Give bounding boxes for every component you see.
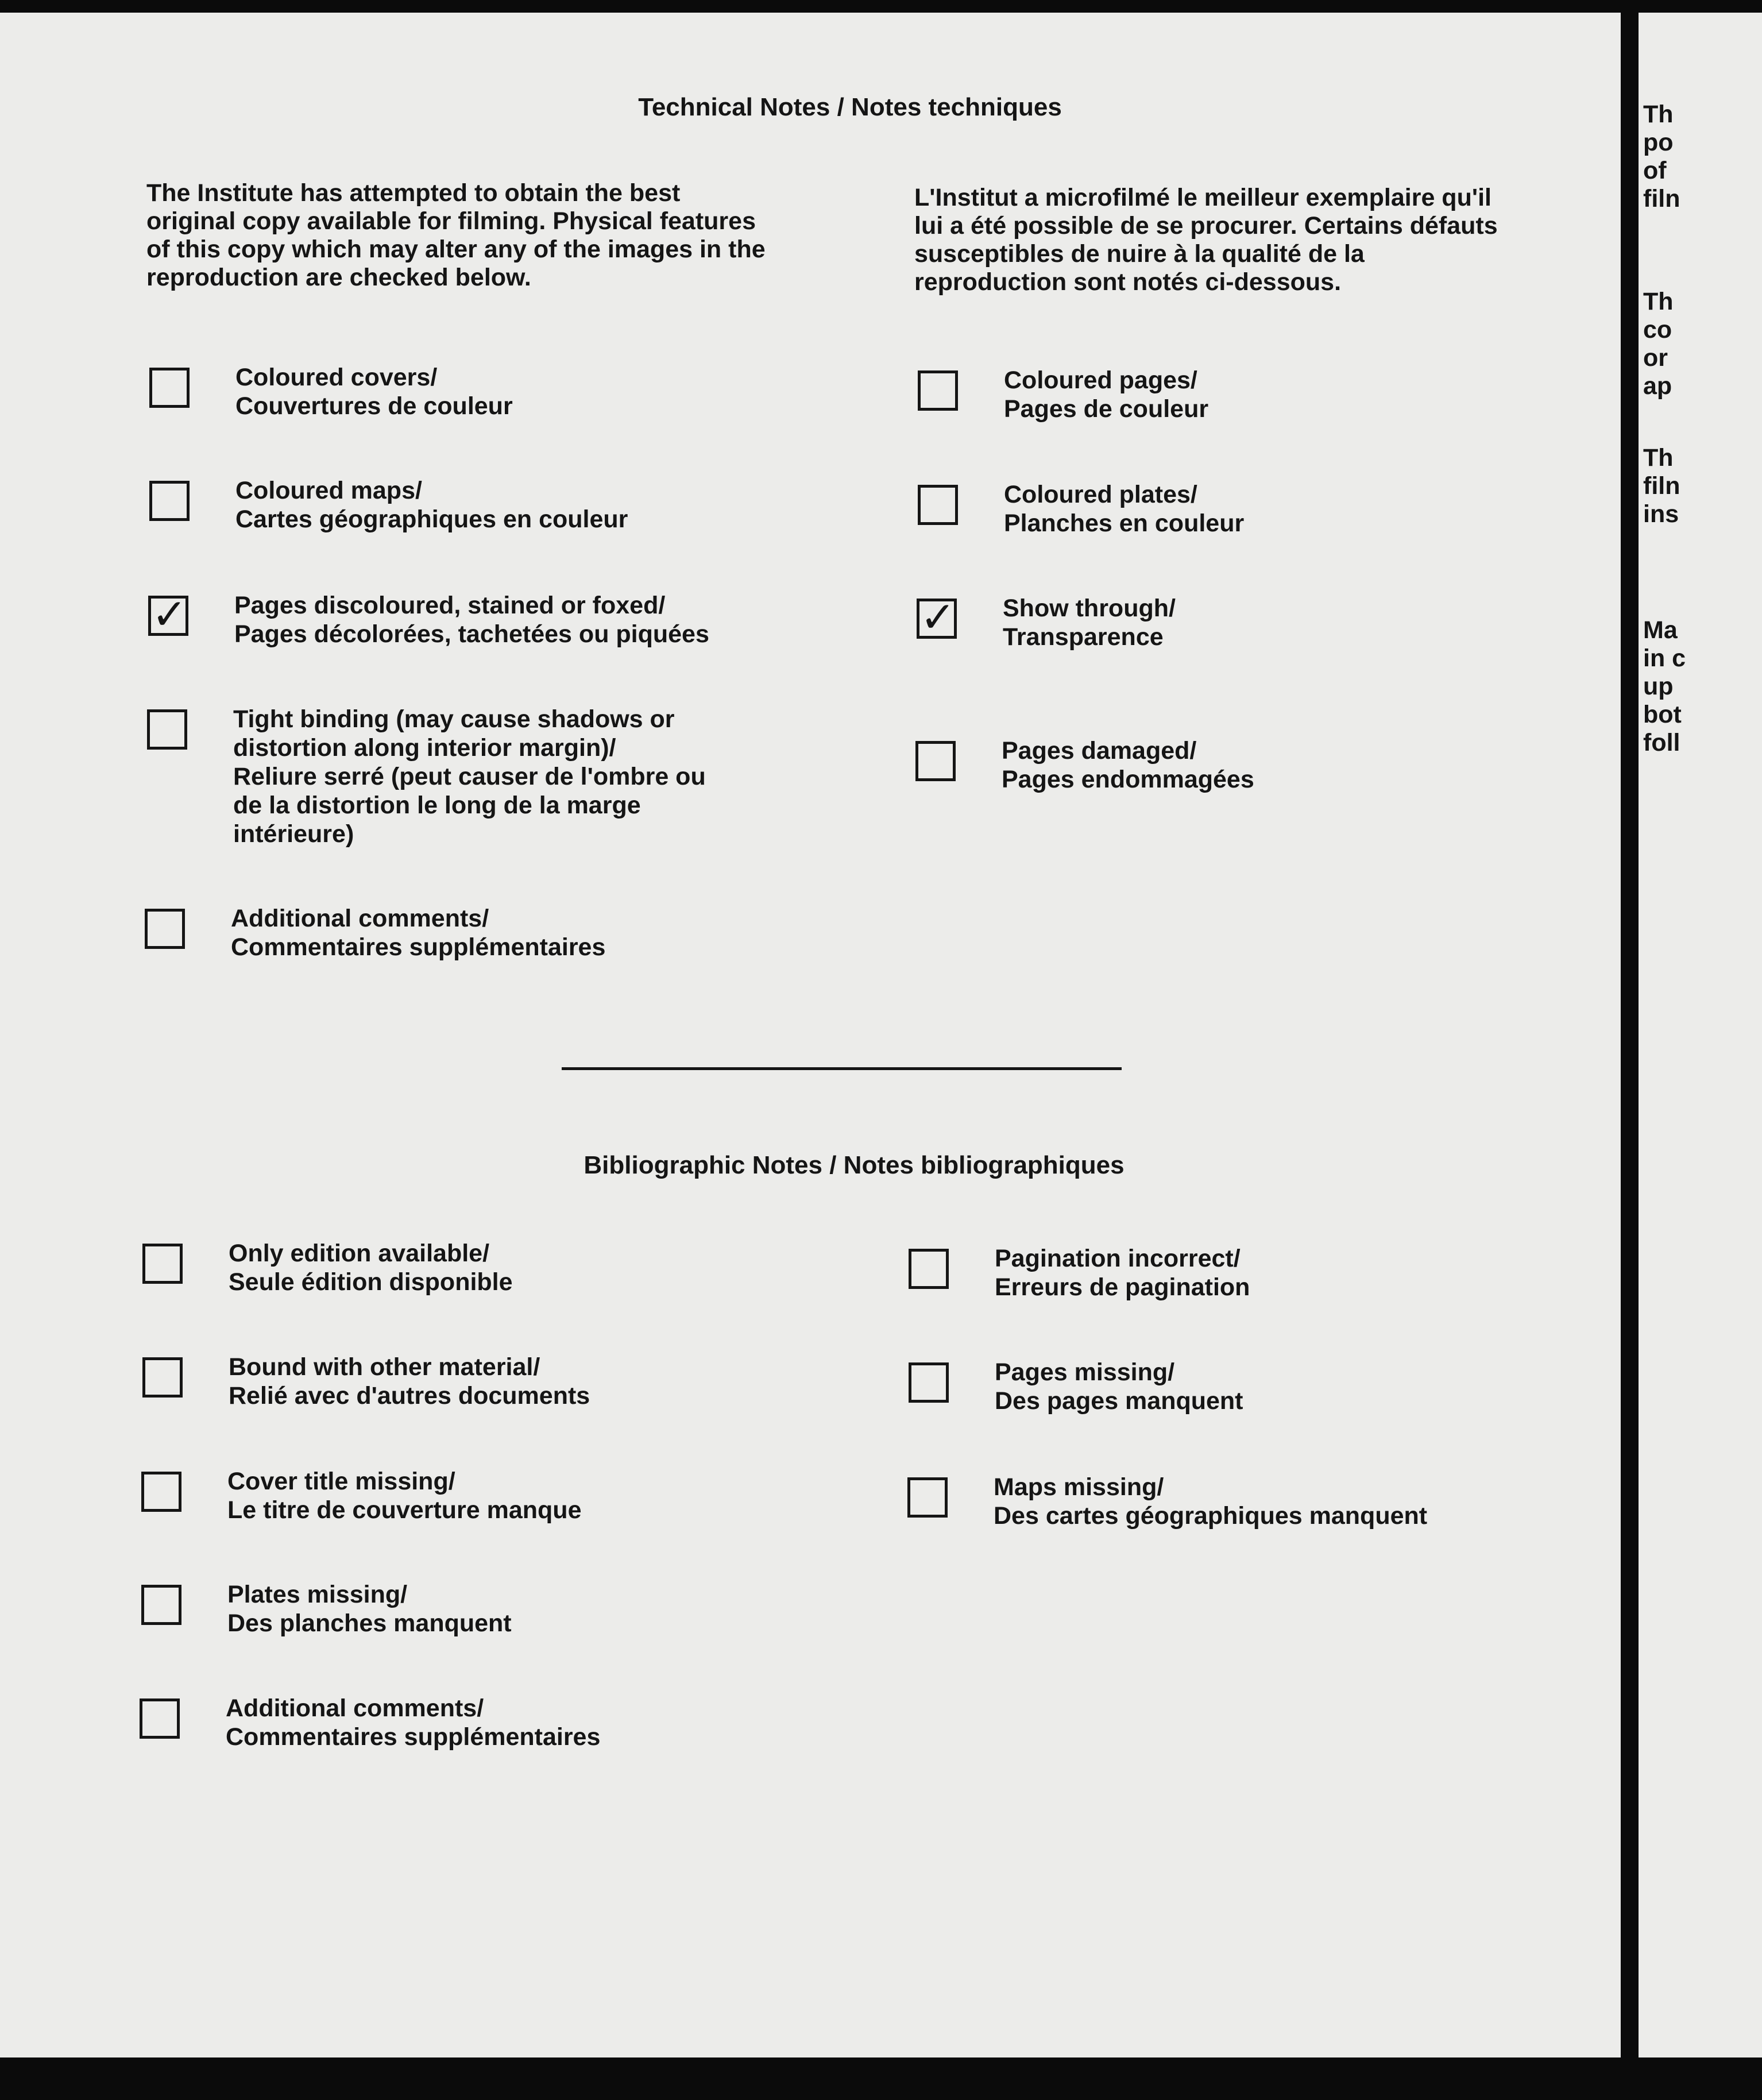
adjacent-text: Th [1643, 288, 1674, 315]
checkbox[interactable] [142, 1244, 183, 1284]
checkbox[interactable] [918, 370, 958, 411]
adjacent-text: filn [1643, 185, 1680, 213]
intro-english: The Institute has attempted to obtain the best original copy available for filming. Physical features of this copy which may alter any of the images in the reproduction are checked below. [146, 179, 766, 291]
adjacent-text: up [1643, 673, 1674, 700]
adjacent-text: ap [1643, 372, 1672, 400]
adjacent-text: ins [1643, 500, 1679, 528]
checkbox[interactable] [142, 1357, 183, 1398]
checkbox[interactable] [149, 368, 190, 408]
checkbox-label: Pages damaged/ Pages endommagées [1002, 737, 1254, 793]
checkbox-label: Only edition available/ Seule édition disponible [229, 1240, 513, 1296]
checkbox-label: Coloured covers/ Couvertures de couleur [235, 364, 513, 420]
section-divider [562, 1067, 1122, 1070]
checkbox-label: Pages missing/ Des pages manquent [995, 1358, 1243, 1415]
checkbox[interactable] [909, 1362, 949, 1403]
checkbox-label: Bound with other material/ Relié avec d'autres documents [229, 1353, 590, 1410]
adjacent-text: in c [1643, 644, 1686, 672]
checkbox[interactable] [915, 741, 956, 781]
adjacent-text: Th [1643, 101, 1674, 128]
checkbox-label: Coloured plates/ Planches en couleur [1004, 481, 1245, 537]
checkbox-label: Additional comments/ Commentaires supplémentaires [231, 905, 606, 961]
adjacent-text: bot [1643, 701, 1682, 728]
adjacent-page-fragment [1639, 13, 1762, 2057]
checkbox-label: Tight binding (may cause shadows or distortion along interior margin)/ Reliure serré (peut causer de l'ombre ou de la distortion le long de la marge intérieure) [233, 705, 706, 848]
checkbox[interactable] [141, 1585, 181, 1625]
checkbox-label: Additional comments/ Commentaires supplémentaires [226, 1694, 601, 1751]
checkbox[interactable] [147, 709, 187, 750]
checkbox[interactable] [149, 481, 190, 521]
checkbox-label: Pages discoloured, stained or foxed/ Pages décolorées, tachetées ou piquées [234, 592, 709, 648]
adjacent-text: of [1643, 157, 1667, 184]
adjacent-text: or [1643, 344, 1668, 372]
checkbox-label: Maps missing/ Des cartes géographiques manquent [994, 1473, 1428, 1530]
check-mark-icon: ✓ [920, 593, 956, 642]
checkbox[interactable] [918, 485, 958, 525]
adjacent-text: filn [1643, 472, 1680, 500]
adjacent-text: po [1643, 129, 1674, 156]
bibliographic-notes-heading: Bibliographic Notes / Notes bibliographiques [584, 1151, 1125, 1179]
check-mark-icon: ✓ [152, 590, 188, 639]
adjacent-text: foll [1643, 729, 1680, 756]
checkbox[interactable] [141, 1472, 181, 1512]
adjacent-text: Th [1643, 444, 1674, 472]
checkbox[interactable] [907, 1477, 948, 1518]
technical-notes-heading: Technical Notes / Notes techniques [638, 93, 1062, 121]
checkbox[interactable] [145, 909, 185, 949]
checkbox-label: Coloured pages/ Pages de couleur [1004, 366, 1209, 423]
page-gutter [1621, 0, 1639, 2100]
checkbox-label: Coloured maps/ Cartes géographiques en couleur [235, 477, 628, 533]
checkbox-label: Show through/ Transparence [1003, 595, 1176, 651]
adjacent-text: co [1643, 316, 1672, 343]
intro-french: L'Institut a microfilmé le meilleur exemplaire qu'il lui a été possible de se procurer. Certains défauts susceptibles de nuire à la qualité de la reproduction sont notés ci-dessous. [914, 184, 1498, 296]
adjacent-text: Ma [1643, 616, 1678, 644]
checkbox-label: Cover title missing/ Le titre de couverture manque [227, 1468, 582, 1524]
checkbox[interactable] [909, 1249, 949, 1289]
checkbox-label: Pagination incorrect/ Erreurs de pagination [995, 1245, 1250, 1301]
main-page [0, 13, 1621, 2057]
checkbox-label: Plates missing/ Des planches manquent [227, 1581, 512, 1637]
checkbox[interactable] [140, 1698, 180, 1739]
